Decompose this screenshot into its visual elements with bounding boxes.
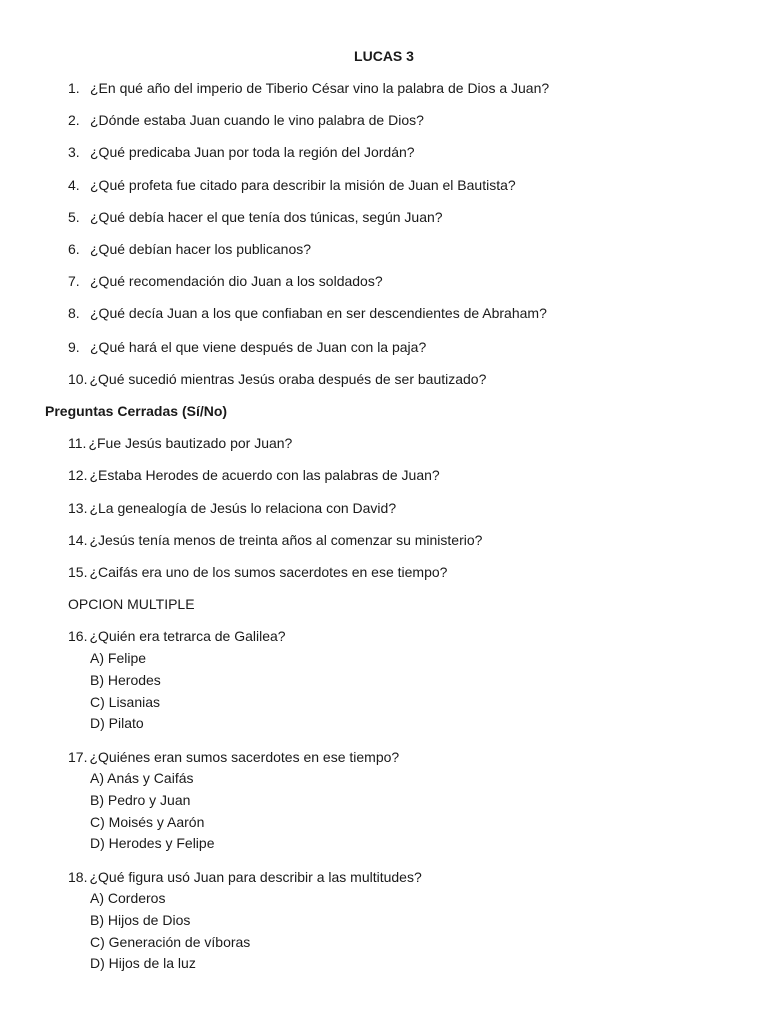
- question-item: [68, 304, 547, 322]
- question-number: 10.: [68, 371, 88, 387]
- question-item: [68, 208, 443, 226]
- question-text: ¿Qué predicaba Juan por toda la región del Jordán?: [90, 144, 415, 160]
- option-item: A) Felipe: [90, 650, 147, 666]
- question-number: 1.: [68, 80, 80, 96]
- option-item: D) Pilato: [90, 715, 144, 732]
- question-text: ¿Jesús tenía menos de treinta años al comenzar su ministerio?: [89, 532, 483, 548]
- question-number: 13.: [68, 500, 88, 516]
- multiple-choice-heading: OPCION MULTIPLE: [68, 596, 195, 612]
- question-text: ¿Qué figura usó Juan para describir a las multitudes?: [89, 869, 422, 885]
- question-number: 18.: [68, 869, 88, 885]
- question-number: 4.: [68, 177, 80, 193]
- option-item: A) Anás y Caifás: [90, 770, 194, 786]
- question-number: 16.: [68, 628, 88, 644]
- option-item: C) Moisés y Aarón: [90, 813, 205, 830]
- question-item: [68, 627, 286, 645]
- closed-questions-heading: Preguntas Cerradas (Sí/No): [45, 403, 228, 419]
- question-item: [68, 531, 482, 549]
- question-text: ¿Qué recomendación dio Juan a los soldados?: [90, 273, 383, 289]
- question-number: 8.: [68, 305, 80, 321]
- option-item: D) Hijos de la luz: [90, 955, 196, 972]
- question-number: 15.: [68, 564, 88, 580]
- question-text: ¿Fue Jesús bautizado por Juan?: [88, 435, 293, 451]
- question-text: ¿Estaba Herodes de acuerdo con las palabras de Juan?: [89, 467, 440, 483]
- question-item: [68, 143, 415, 161]
- question-text: ¿La genealogía de Jesús lo relaciona con David?: [89, 500, 397, 516]
- question-text: ¿Quién era tetrarca de Galilea?: [89, 628, 286, 644]
- question-text: ¿Qué sucedió mientras Jesús oraba después de ser bautizado?: [89, 371, 487, 387]
- question-number: 6.: [68, 241, 80, 257]
- option-item: C) Generación de víboras: [90, 933, 251, 950]
- question-item: [68, 499, 396, 517]
- option-item: B) Pedro y Juan: [90, 791, 191, 808]
- question-text: ¿Qué decía Juan a los que confiaban en ser descendientes de Abraham?: [90, 305, 547, 321]
- question-item: [68, 370, 486, 388]
- option-list: [90, 648, 161, 735]
- option-list: [90, 768, 215, 855]
- question-number: 7.: [68, 273, 80, 289]
- question-item: [68, 748, 399, 766]
- question-number: 11.: [68, 435, 87, 451]
- page-title: LUCAS 3: [354, 48, 414, 64]
- option-item: B) Herodes: [90, 671, 161, 688]
- question-number: 14.: [68, 532, 88, 548]
- question-text: ¿Dónde estaba Juan cuando le vino palabra de Dios?: [90, 112, 424, 128]
- question-text: ¿Qué debía hacer el que tenía dos túnicas, según Juan?: [90, 209, 443, 225]
- question-item: [68, 176, 516, 194]
- question-item: [68, 111, 424, 129]
- question-number: 9.: [68, 339, 80, 355]
- question-item: [68, 563, 447, 581]
- option-list: [90, 888, 250, 975]
- question-number: 3.: [68, 144, 80, 160]
- option-item: B) Hijos de Dios: [90, 911, 191, 928]
- question-number: 5.: [68, 209, 80, 225]
- question-number: 17.: [68, 749, 88, 765]
- option-item: D) Herodes y Felipe: [90, 835, 215, 852]
- question-number: 2.: [68, 112, 80, 128]
- question-text: ¿Quiénes eran sumos sacerdotes en ese tiempo?: [89, 749, 400, 765]
- question-item: [68, 434, 292, 452]
- question-item: [68, 868, 422, 886]
- question-text: ¿Qué profeta fue citado para describir la misión de Juan el Bautista?: [90, 177, 516, 193]
- question-text: ¿Qué debían hacer los publicanos?: [90, 241, 312, 257]
- question-item: [68, 240, 311, 258]
- question-item: [68, 79, 549, 97]
- question-item: [68, 466, 440, 484]
- option-item: A) Corderos: [90, 890, 166, 906]
- question-text: ¿Qué hará el que viene después de Juan con la paja?: [90, 339, 427, 355]
- option-item: C) Lisanias: [90, 693, 161, 710]
- question-item: [68, 272, 383, 290]
- question-number: 12.: [68, 467, 88, 483]
- question-text: ¿En qué año del imperio de Tiberio César vino la palabra de Dios a Juan?: [90, 80, 550, 96]
- question-text: ¿Caifás era uno de los sumos sacerdotes en ese tiempo?: [89, 564, 448, 580]
- question-item: [68, 338, 426, 356]
